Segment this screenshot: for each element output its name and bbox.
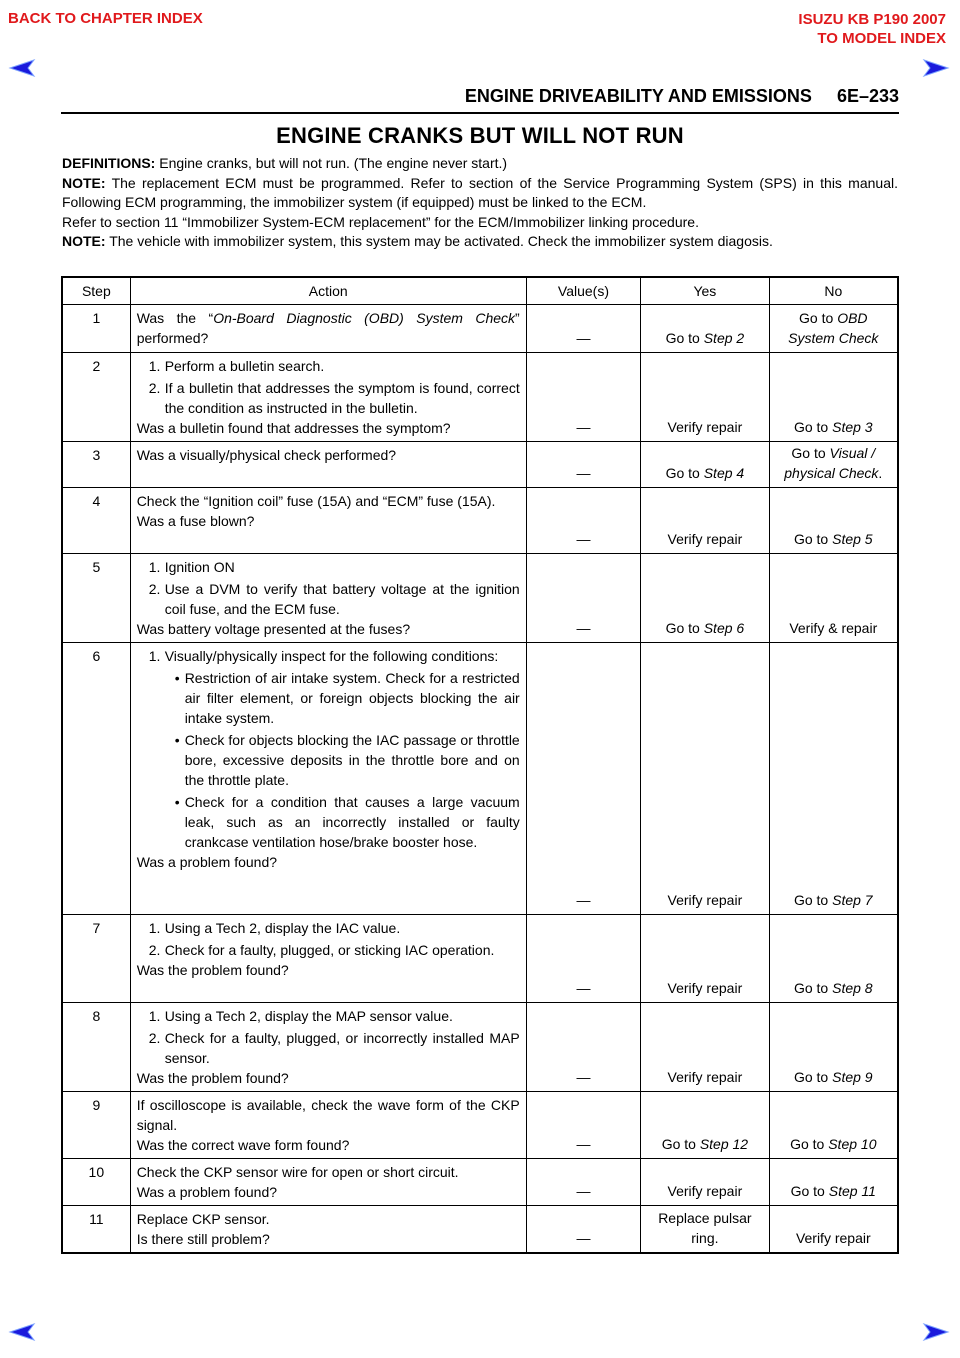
list-item: 1. Using a Tech 2, display the IAC value.	[148, 920, 401, 936]
action-cell: Was a visually/physical check performed?	[130, 442, 526, 488]
col-no: No	[769, 277, 898, 305]
no-step-ref: Step 8	[832, 980, 873, 996]
step-number: 7	[62, 915, 130, 1003]
no-step-ref: Step 3	[832, 419, 873, 435]
col-action: Action	[130, 277, 526, 305]
yes-cell: Replace pulsar ring.	[641, 1206, 769, 1254]
question: Was a problem found?	[136, 854, 278, 870]
question: Was the problem found?	[136, 962, 289, 978]
step-number: 4	[62, 488, 130, 554]
yes-cell: Verify repair	[641, 488, 769, 554]
action-cell	[130, 488, 526, 554]
question: Was a problem found?	[136, 1184, 278, 1200]
no-step-ref: Step 5	[832, 531, 873, 547]
header-title	[465, 86, 899, 107]
step-number: 6	[62, 643, 130, 915]
action-text: ” performed?	[136, 310, 520, 346]
action-cell	[130, 305, 526, 353]
col-yes: Yes	[641, 277, 769, 305]
no-cell: Go to Step 3	[769, 353, 898, 442]
note-2	[62, 232, 898, 252]
definitions-text: Engine cranks, but will not run. (The engine never start.)	[155, 155, 508, 171]
note-1-text: The replacement ECM must be programmed. Refer to section of the Service Programming System (SPS) in this manual. Following ECM programming, the immobilizer system (if equipped) must be linked to the ECM.	[62, 174, 898, 210]
no-step-ref: Step 7	[832, 892, 873, 908]
question: Is there still problem?	[136, 1231, 270, 1247]
yes-step-ref: Step 4	[703, 465, 745, 481]
no-ref: System Check	[788, 330, 879, 346]
no-cell: Go to Step 11	[769, 1159, 898, 1206]
next-page-arrow-bottom-icon[interactable]	[920, 1322, 950, 1342]
next-page-arrow-icon[interactable]	[920, 58, 950, 78]
definitions	[62, 154, 898, 174]
value-cell: —	[526, 1003, 640, 1092]
step-number: 2	[62, 353, 130, 442]
yes-step-ref: Step 6	[703, 620, 745, 636]
no-cell: Go to Step 5	[769, 488, 898, 554]
step-number: 1	[62, 305, 130, 353]
yes-cell: Verify repair	[641, 1159, 769, 1206]
page-number: 6E–233	[836, 86, 899, 106]
obd-check-ref: On-Board Diagnostic (OBD) System Check	[213, 310, 516, 326]
definitions-label: DEFINITIONS:	[62, 155, 156, 171]
action-text: Was the “	[136, 310, 214, 326]
yes-cell: Verify repair	[641, 643, 769, 915]
yes-step-ref: Step 12	[699, 1136, 749, 1152]
refer-text: Refer to section 11 “Immobilizer System-ECM replacement” for the ECM/Immobilizer linking procedure.	[62, 213, 699, 230]
no-ref: OBD	[837, 310, 868, 326]
table-row	[62, 353, 898, 442]
no-cell	[769, 305, 898, 353]
list-item: 2. Check for a faulty, plugged, or incorrectly installed MAP sensor.	[148, 1030, 520, 1066]
no-cell: Go to Step 10	[769, 1092, 898, 1159]
col-values: Value(s)	[526, 277, 640, 305]
page-header	[61, 86, 899, 114]
value-cell: —	[526, 353, 640, 442]
value-cell: —	[526, 442, 640, 488]
list-item: 1. Perform a bulletin search.	[148, 358, 325, 374]
bullet-item: • Restriction of air intake system. Check for a restricted air filter element, or foreign objects blocking the air intake system.	[174, 670, 520, 726]
yes-cell: Verify repair	[641, 353, 769, 442]
table-row	[62, 1003, 898, 1092]
step-number: 3	[62, 442, 130, 488]
bullet-item: • Check for a condition that causes a large vacuum leak, such as an incorrectly installed or faulty crankcase ventilation hose/brake booster hose.	[174, 794, 520, 850]
value-cell: —	[526, 1159, 640, 1206]
action-cell	[130, 353, 526, 442]
diagnostic-table	[61, 276, 899, 1254]
question: Was battery voltage presented at the fuses?	[136, 621, 411, 637]
action-cell	[130, 554, 526, 643]
list-item: 1. Ignition ON	[148, 559, 235, 575]
action-cell	[130, 1092, 526, 1159]
back-to-chapter-index-link[interactable]: BACK TO CHAPTER INDEX	[8, 10, 203, 27]
to-model-index[interactable]: TO MODEL INDEX	[817, 30, 946, 47]
table-row	[62, 488, 898, 554]
step-number: 9	[62, 1092, 130, 1159]
no-cell: Verify repair	[769, 1206, 898, 1254]
yes-cell: Go to Step 4	[641, 442, 769, 488]
step-number: 11	[62, 1206, 130, 1254]
table-row	[62, 643, 898, 915]
action-text: If oscilloscope is available, check the wave form of the CKP signal.	[136, 1097, 520, 1133]
action-cell	[130, 1003, 526, 1092]
list-item: 1. Visually/physically inspect for the following conditions:	[148, 648, 499, 664]
step-number: 8	[62, 1003, 130, 1092]
table-row	[62, 442, 898, 488]
yes-cell: Verify repair	[641, 1003, 769, 1092]
table-row	[62, 305, 898, 353]
note-2-label: NOTE:	[62, 233, 106, 249]
no-cell: Go to Visual / physical Check.	[769, 442, 898, 488]
value-cell: —	[526, 305, 640, 353]
list-item: 2. Check for a faulty, plugged, or sticking IAC operation.	[148, 942, 495, 958]
value-cell: —	[526, 643, 640, 915]
table-row	[62, 554, 898, 643]
previous-page-arrow-bottom-icon[interactable]	[8, 1322, 38, 1342]
list-item: 2. If a bulletin that addresses the symptom is found, correct the condition as instructed in the bulletin.	[148, 380, 520, 416]
value-cell: —	[526, 1092, 640, 1159]
question: Was the problem found?	[136, 1070, 289, 1086]
table-row	[62, 915, 898, 1003]
table-row	[62, 1092, 898, 1159]
yes-cell	[641, 305, 769, 353]
page-title: ENGINE CRANKS BUT WILL NOT RUN	[276, 123, 684, 148]
no-step-ref: Step 11	[828, 1183, 876, 1199]
bullet-item: • Check for objects blocking the IAC passage or throttle bore, excessive deposits in the throttle bore and on the throttle plate.	[174, 732, 520, 788]
step-number: 5	[62, 554, 130, 643]
yes-cell: Go to Step 6	[641, 554, 769, 643]
col-step: Step	[62, 277, 130, 305]
model-index-link[interactable]	[798, 10, 946, 48]
no-text: Go to	[799, 310, 838, 326]
table-header-row	[62, 277, 898, 305]
table-row	[62, 1206, 898, 1254]
note-1	[62, 174, 898, 213]
intro-notes	[62, 154, 898, 252]
question: Was a fuse blown?	[136, 513, 255, 529]
section-name: ENGINE DRIVEABILITY AND EMISSIONS	[464, 86, 812, 106]
value-cell: —	[526, 488, 640, 554]
value-cell: —	[526, 915, 640, 1003]
step-number: 10	[62, 1159, 130, 1206]
yes-step-ref: Step 2	[703, 330, 745, 346]
previous-page-arrow-icon[interactable]	[8, 58, 38, 78]
no-cell: Go to Step 8	[769, 915, 898, 1003]
action-text: Replace CKP sensor.	[136, 1211, 270, 1227]
no-step-ref: Step 10	[828, 1136, 877, 1152]
value-cell: —	[526, 554, 640, 643]
list-item: 2. Use a DVM to verify that battery voltage at the ignition coil fuse, and the ECM fuse.	[148, 581, 520, 617]
action-text: Check the “Ignition coil” fuse (15A) and “ECM” fuse (15A).	[136, 493, 496, 509]
question: Was the correct wave form found?	[136, 1137, 350, 1153]
list-item: 1. Using a Tech 2, display the MAP sensor value.	[148, 1008, 453, 1024]
question: Was a bulletin found that addresses the symptom?	[136, 420, 451, 436]
no-cell: Go to Step 9	[769, 1003, 898, 1092]
model-title: ISUZU KB P190 2007	[798, 11, 946, 28]
action-cell	[130, 1159, 526, 1206]
action-cell	[130, 915, 526, 1003]
no-step-ref: Step 9	[832, 1069, 873, 1085]
action-cell	[130, 643, 526, 915]
note-2-text: The vehicle with immobilizer system, this system may be activated. Check the immobilizer system diagosis.	[105, 233, 773, 249]
action-text: Check the CKP sensor wire for open or short circuit.	[136, 1164, 459, 1180]
value-cell: —	[526, 1206, 640, 1254]
yes-cell: Verify repair	[641, 915, 769, 1003]
no-cell: Verify & repair	[769, 554, 898, 643]
no-cell: Go to Step 7	[769, 643, 898, 915]
yes-cell: Go to Step 12	[641, 1092, 769, 1159]
table-row	[62, 1159, 898, 1206]
yes-text: Go to	[665, 330, 704, 346]
note-1-label: NOTE:	[62, 174, 106, 191]
action-cell	[130, 1206, 526, 1254]
